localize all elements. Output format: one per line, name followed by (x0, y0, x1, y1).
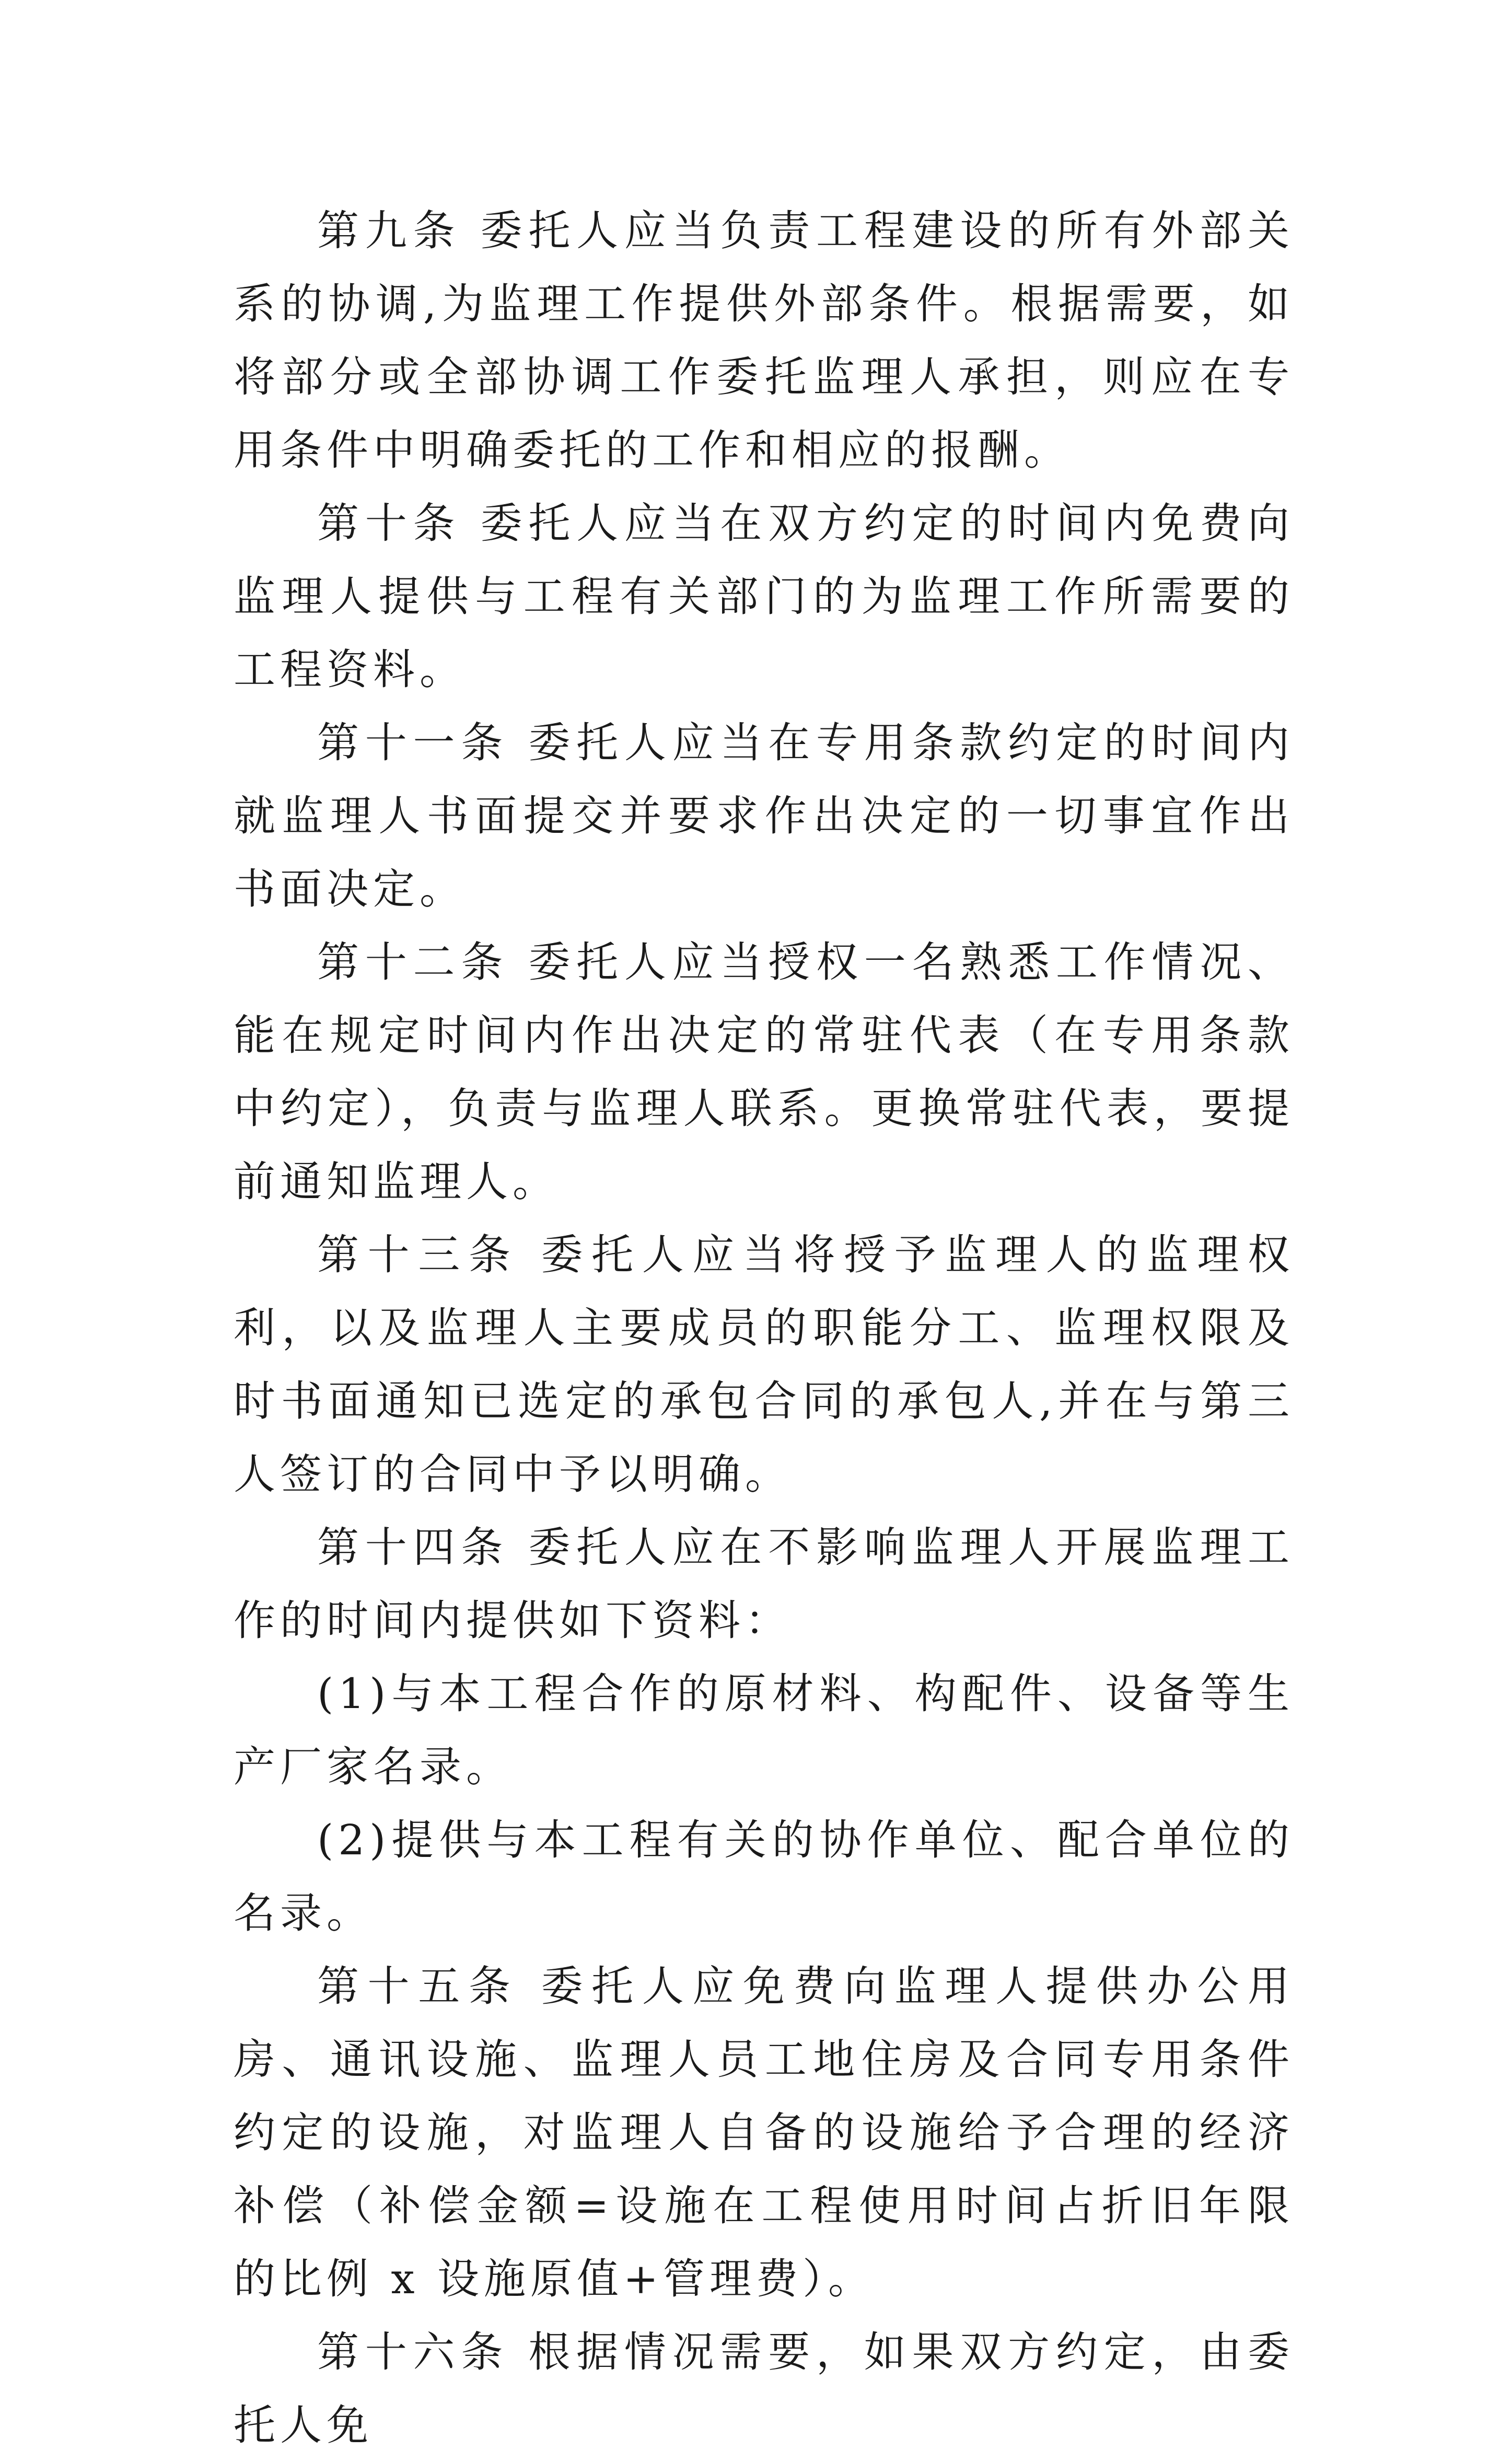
article-13-paragraph: 第十三条 委托人应当将授予监理人的监理权利，以及监理人主要成员的职能分工、监理权限及时书面通知已选定的承包合同的承包人,并在与第三人签订的合同中予以明确。 (234, 1230, 1294, 1499)
article-10-paragraph: 第十条 委托人应当在双方约定的时间内免费向监理人提供与工程有关部门的为监理工作所需要的工程资料。 (234, 499, 1294, 694)
article-12-paragraph: 第十二条 委托人应当授权一名熟悉工作情况、能在规定时间内作出决定的常驻代表（在专用条款中约定），负责与监理人联系。更换常驻代表，要提前通知监理人。 (234, 938, 1294, 1206)
article-15-paragraph: 第十五条 委托人应免费向监理人提供办公用房、通讯设施、监理人员工地住房及合同专用条件约定的设施，对监理人自备的设施给予合理的经济补偿（补偿金额=设施在工程使用时间占折旧年限的比例 x 设施原值+管理费）。 (234, 1962, 1294, 2303)
document-body (234, 194, 1294, 2462)
article-11-paragraph: 第十一条 委托人应当在专用条款约定的时间内就监理人书面提交并要求作出决定的一切事宜作出书面决定。 (234, 718, 1294, 913)
article-16-paragraph: 第十六条 根据情况需要，如果双方约定，由委托人免 (234, 2328, 1294, 2449)
article-14-item-1: (1)与本工程合作的原材料、构配件、设备等生产厂家名录。 (234, 1669, 1294, 1791)
article-14-item-2: (2)提供与本工程有关的协作单位、配合单位的名录。 (234, 1816, 1294, 1937)
article-14-paragraph: 第十四条 委托人应在不影响监理人开展监理工作的时间内提供如下资料： (234, 1523, 1294, 1645)
article-9-paragraph: 第九条 委托人应当负责工程建设的所有外部关系的协调,为监理工作提供外部条件。根据需要，如将部分或全部协调工作委托监理人承担，则应在专用条件中明确委托的工作和相应的报酬。 (234, 206, 1294, 474)
